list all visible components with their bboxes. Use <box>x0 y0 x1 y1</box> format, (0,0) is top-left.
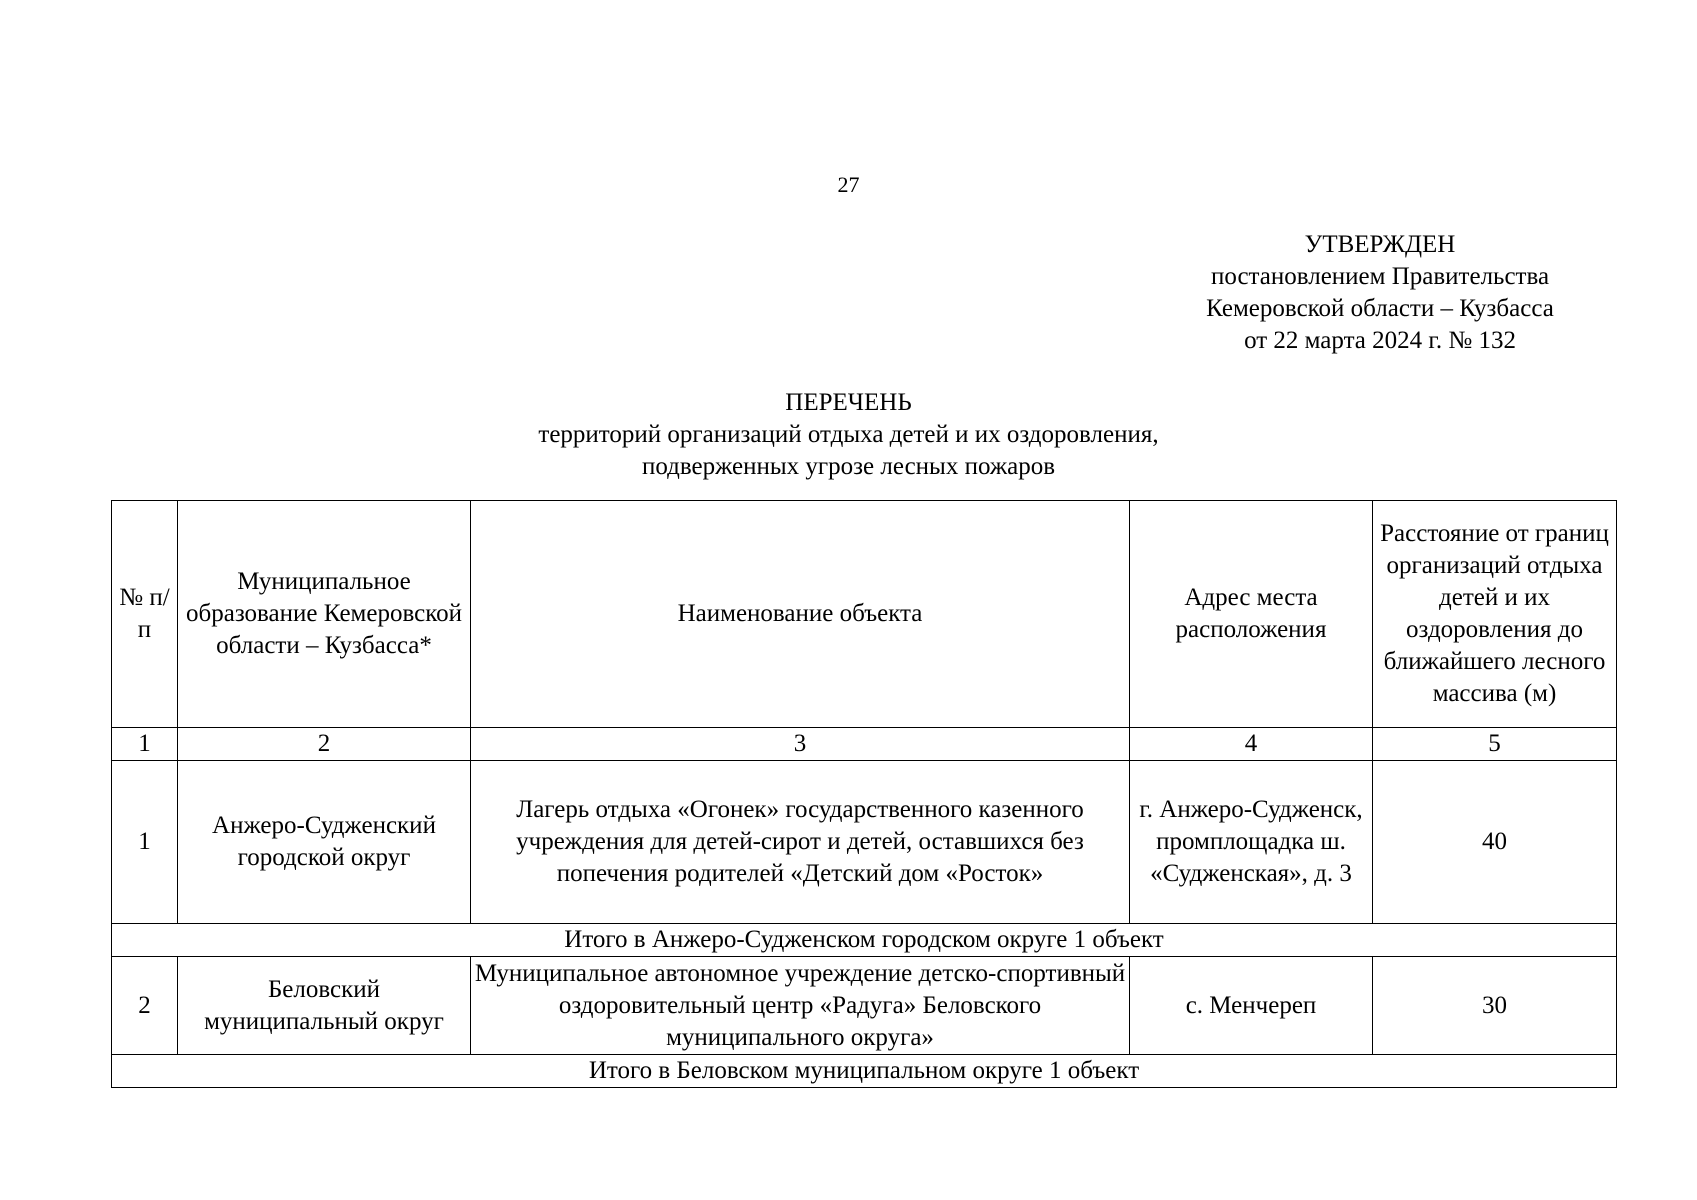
approval-stamp <box>1170 229 1590 357</box>
column-numbers-row <box>112 728 1617 761</box>
document-subtitle-2: подверженных угрозе лесных пожаров <box>641 453 1056 480</box>
row-distance: 40 <box>1373 761 1617 924</box>
row-object-name: Муниципальное автономное учреждение детско-спортивный оздоровительный центр «Радуга» Беловского муниципального округа» <box>471 957 1130 1055</box>
row-distance: 30 <box>1373 957 1617 1055</box>
total-row <box>112 1055 1617 1088</box>
document-title: ПЕРЕЧЕНЬ <box>785 389 912 416</box>
document-heading <box>0 387 1697 483</box>
total-text: Итого в Беловском муниципальном округе 1 объект <box>112 1055 1617 1088</box>
approval-line-3: от 22 марта 2024 г. № 132 <box>1244 327 1516 354</box>
table-row <box>112 957 1617 1055</box>
total-text: Итого в Анжеро-Судженском городском округе 1 объект <box>112 924 1617 957</box>
row-num: 1 <box>112 761 178 924</box>
approval-title: УТВЕРЖДЕН <box>1304 231 1456 258</box>
header-municipality: Муниципальное образование Кемеровской области – Кузбасса* <box>178 501 471 728</box>
territories-table <box>111 500 1617 1088</box>
table-header-row <box>112 501 1617 728</box>
column-number: 3 <box>471 728 1130 761</box>
header-num: № п/п <box>112 501 178 728</box>
column-number: 1 <box>112 728 178 761</box>
row-municipality: Беловский муниципальный округ <box>178 957 471 1055</box>
approval-line-2: Кемеровской области – Кузбасса <box>1206 295 1554 322</box>
approval-line-1: постановлением Правительства <box>1210 263 1550 290</box>
row-municipality: Анжеро-Судженский городской округ <box>178 761 471 924</box>
column-number: 5 <box>1373 728 1617 761</box>
table-row <box>112 761 1617 924</box>
row-address: с. Менчереп <box>1130 957 1373 1055</box>
row-num: 2 <box>112 957 178 1055</box>
document-subtitle-1: территорий организаций отдыха детей и их оздоровления, <box>538 421 1159 448</box>
row-address: г. Анжеро-Судженск, промплощадка ш. «Судженская», д. 3 <box>1130 761 1373 924</box>
column-number: 2 <box>178 728 471 761</box>
column-number: 4 <box>1130 728 1373 761</box>
total-row <box>112 924 1617 957</box>
header-address: Адрес места расположения <box>1130 501 1373 728</box>
page-number: 27 <box>837 172 860 197</box>
header-distance: Расстояние от границ организаций отдыха детей и их оздоровления до ближайшего лесного массива (м) <box>1373 501 1617 728</box>
header-object-name: Наименование объекта <box>471 501 1130 728</box>
row-object-name: Лагерь отдыха «Огонек» государственного казенного учреждения для детей-сирот и детей, оставшихся без попечения родителей «Детский дом «Росток» <box>471 761 1130 924</box>
